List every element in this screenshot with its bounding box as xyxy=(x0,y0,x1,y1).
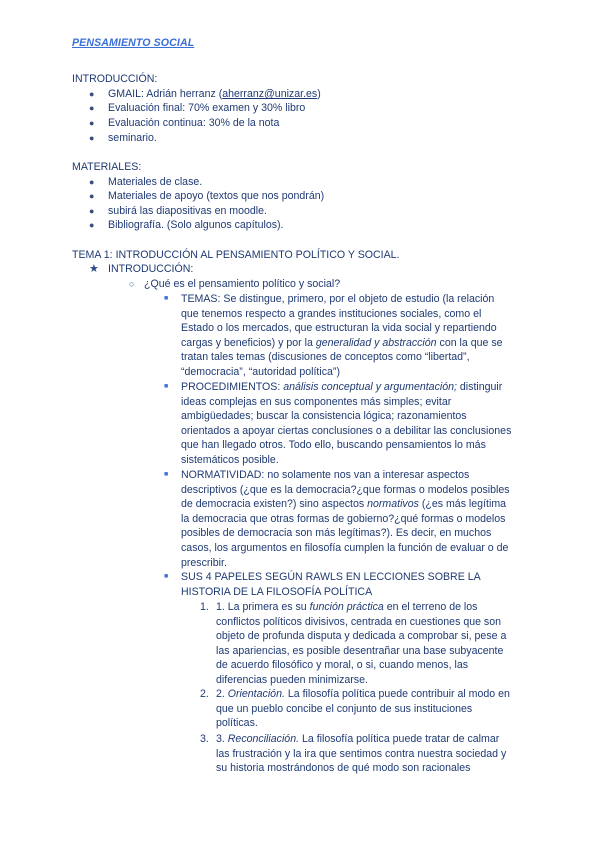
square-bullet-icon: ■ xyxy=(164,383,169,390)
numbered-item-2: 2. Orientación. La filosofía política puede contribuir al modo en que un pueblo concibe el conjunto de sus instituciones políticas. xyxy=(216,688,510,730)
list-item: seminario. xyxy=(108,132,157,144)
bullet-icon: ● xyxy=(89,206,95,216)
tema1-sub-heading: INTRODUCCIÓN: xyxy=(108,263,194,275)
list-number: 3. xyxy=(200,733,209,745)
bullet-icon: ● xyxy=(89,191,95,201)
bullet-icon: ● xyxy=(89,89,95,99)
star-icon: ★ xyxy=(89,263,99,275)
bullet-icon: ● xyxy=(89,220,95,230)
square-bullet-icon: ■ xyxy=(164,573,169,580)
procedimientos-paragraph: PROCEDIMIENTOS: análisis conceptual y argumentación; distinguir ideas complejas en sus componentes más simples; evitar ambigüedades; buscar la consistencia lógica; razonamientos orientados a apoyar ciertas conclusiones o a debilitar las conclusiones que han llegado otros. Todo ello, buscando pensamientos lo más sistemáticos posible. xyxy=(181,381,512,466)
numbered-item-3: 3. Reconciliación. La filosofía política puede tratar de calmar las frustración y la ira que sentimos contra nuestra sociedad y su historia mostrándonos de qué modo son racionales xyxy=(216,733,507,775)
list-item: Evaluación final: 70% examen y 30% libro xyxy=(108,102,306,114)
list-number: 1. xyxy=(200,601,209,613)
email-link[interactable]: aherranz@unizar.es xyxy=(222,88,318,100)
intro-heading: INTRODUCCIÓN: xyxy=(72,73,158,85)
bullet-icon: ● xyxy=(89,118,95,128)
materiales-heading: MATERIALES: xyxy=(72,161,142,173)
bullet-icon: ● xyxy=(89,103,95,113)
papeles-paragraph: SUS 4 PAPELES SEGÚN RAWLS EN LECCIONES SOBRE LA HISTORIA DE LA FILOSOFÍA POLÍTICA xyxy=(181,571,481,598)
list-item: Bibliografía. (Solo algunos capítulos). xyxy=(108,219,284,231)
document-title: PENSAMIENTO SOCIAL xyxy=(72,37,195,49)
question-text: ¿Qué es el pensamiento político y social? xyxy=(144,278,341,290)
list-number: 2. xyxy=(200,688,209,700)
normatividad-paragraph: NORMATIVIDAD: no solamente nos van a interesar aspectos descriptivos (¿que es la democracia?¿que formas o modelos posibles de democracia existen?) sino aspectos normativos (¿es más legítima la democracia que otras formas de gobierno?¿qué formas o modelos posibles de democracia son más legítimas?). Es decir, en muchos casos, los argumentos en filosofía cumplen la función de evaluar o de prescribir. xyxy=(181,469,510,569)
bullet-icon: ● xyxy=(89,177,95,187)
bullet-icon: ● xyxy=(89,133,95,143)
list-item: Materiales de clase. xyxy=(108,176,203,188)
temas-paragraph: TEMAS: Se distingue, primero, por el objeto de estudio (la relación que tenemos respecto a grandes instituciones sociales, como el Estado o los mercados, que estructuran la vida social y repartiendo cargas y beneficios) y por la generalidad y abstracción con la que se tratan tales temas (discusiones de conceptos como “libertad”, “democracia”, “autoridad política”) xyxy=(181,293,503,378)
list-item: Materiales de apoyo (textos que nos pondrán) xyxy=(108,190,325,202)
list-item: Evaluación continua: 30% de la nota xyxy=(108,117,280,129)
tema1-heading: TEMA 1: INTRODUCCIÓN AL PENSAMIENTO POLÍTICO Y SOCIAL. xyxy=(72,249,400,261)
circle-bullet-icon: ○ xyxy=(129,279,135,289)
numbered-item-1: 1. La primera es su función práctica en el terreno de los conflictos políticos divisivos, centrada en cuestiones que son objeto de profunda disputa y dedicada a comprobar si, pese a las apariencias, es posible desentrañar una base subyacente de acuerdo filosófico y moral, o si, cuando menos, las diferencias pueden minimizarse. xyxy=(216,601,507,686)
list-item: subirá las diapositivas en moodle. xyxy=(108,205,267,217)
square-bullet-icon: ■ xyxy=(164,295,169,302)
square-bullet-icon: ■ xyxy=(164,471,169,478)
intro-gmail: GMAIL: Adrián herranz (aherranz@unizar.es) xyxy=(108,88,321,100)
